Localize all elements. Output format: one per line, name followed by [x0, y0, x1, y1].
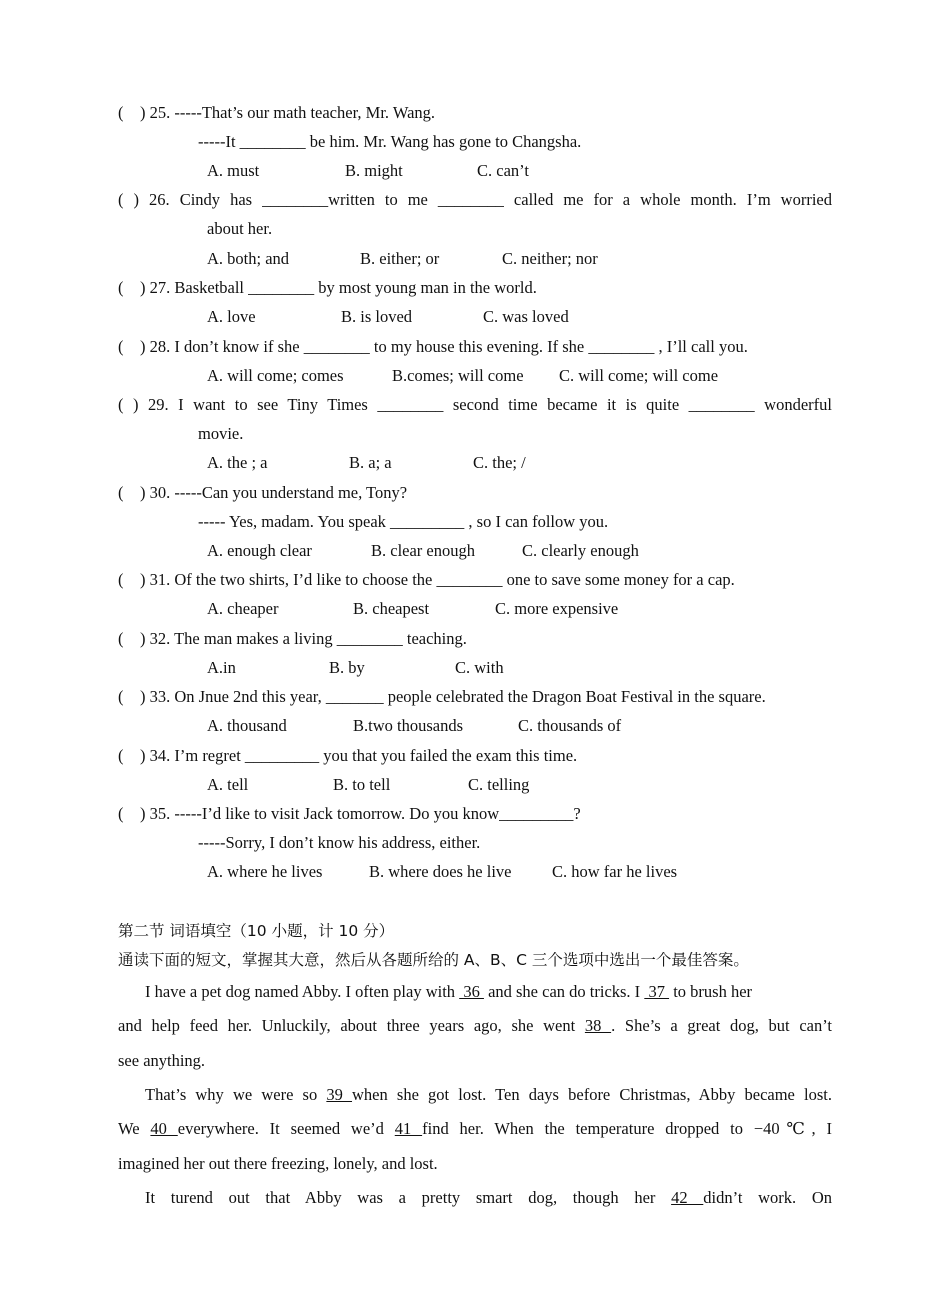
- q31-option-a: A. cheaper: [207, 599, 279, 618]
- q27-option-c: C. was loved: [483, 307, 569, 326]
- q29-option-c: C. the; /: [473, 453, 526, 472]
- q30-option-c: C. clearly enough: [522, 541, 639, 560]
- q30-option-a: A. enough clear: [207, 541, 312, 560]
- passage-line: see anything.: [118, 1051, 206, 1070]
- q35-line2: -----Sorry, I don’t know his address, either.: [198, 833, 481, 852]
- blank-39[interactable]: 39: [326, 1085, 353, 1104]
- q25-option-c: C. can’t: [477, 161, 529, 180]
- q25-stem: ( ) 25. -----That’s our math teacher, Mr. Wang.: [118, 103, 436, 122]
- q29-line2: movie.: [198, 424, 244, 443]
- q32-option-b: B. by: [329, 658, 365, 677]
- q34-option-c: C. telling: [468, 775, 530, 794]
- q30-stem: ( ) 30. -----Can you understand me, Tony?: [118, 483, 408, 502]
- q33-option-c: C. thousands of: [518, 716, 622, 735]
- q34-option-b: B. to tell: [333, 775, 391, 794]
- q35-option-a: A. where he lives: [207, 862, 323, 881]
- q28-stem: ( ) 28. I don’t know if she ________ to my house this evening. If she ________ , I’ll call you.: [118, 337, 748, 356]
- q33-option-a: A. thousand: [207, 716, 287, 735]
- blank-38[interactable]: 38: [584, 1016, 612, 1035]
- q34-stem: ( ) 34. I’m regret _________ you that you failed the exam this time.: [118, 746, 578, 765]
- q32-option-a: A.in: [207, 658, 236, 677]
- section2-instruction: 通读下面的短文，掌握其大意，然后从各题所给的 A、B、C 三个选项中选出一个最佳答案。: [118, 951, 749, 969]
- q31-option-c: C. more expensive: [495, 599, 619, 618]
- passage-line: That’s why we were so 39 when she got lost. Ten days before Christmas, Abby became lost.: [145, 1085, 832, 1104]
- passage-line: and help feed her. Unluckily, about three years ago, she went 38 . She’s a great dog, but can’t: [118, 1016, 832, 1035]
- q27-option-b: B. is loved: [341, 307, 413, 326]
- q30-line2: ----- Yes, madam. You speak _________ , so I can follow you.: [198, 512, 609, 531]
- q26-option-c: C. neither; nor: [502, 249, 598, 268]
- passage-line: I have a pet dog named Abby. I often play with 36 and she can do tricks. I 37 to brush her: [145, 982, 753, 1001]
- passage-line: We 40 everywhere. It seemed we’d 41 find her. When the temperature dropped to −40℃, I: [118, 1119, 832, 1138]
- q33-option-b: B.two thousands: [353, 716, 464, 735]
- q33-stem: ( ) 33. On Jnue 2nd this year, _______ people celebrated the Dragon Boat Festival in the square.: [118, 687, 766, 706]
- q27-stem: ( ) 27. Basketball ________ by most young man in the world.: [118, 278, 537, 297]
- q25-option-b: B. might: [345, 161, 403, 180]
- blank-42[interactable]: 42: [671, 1188, 704, 1207]
- q26-option-a: A. both; and: [207, 249, 290, 268]
- q35-option-c: C. how far he lives: [552, 862, 678, 881]
- blank-36[interactable]: 36: [459, 982, 484, 1001]
- q26-line2: about her.: [207, 219, 273, 238]
- q34-option-a: A. tell: [207, 775, 249, 794]
- blank-37[interactable]: 37: [644, 982, 670, 1001]
- q30-option-b: B. clear enough: [371, 541, 476, 560]
- q29-option-a: A. the ; a: [207, 453, 268, 472]
- q26-option-b: B. either; or: [360, 249, 440, 268]
- q29-option-b: B. a; a: [349, 453, 392, 472]
- q32-stem: ( ) 32. The man makes a living ________ teaching.: [118, 629, 467, 648]
- passage-line: imagined her out there freezing, lonely, and lost.: [118, 1154, 438, 1173]
- q27-option-a: A. love: [207, 307, 256, 326]
- blank-41[interactable]: 41: [394, 1119, 423, 1138]
- q31-stem: ( ) 31. Of the two shirts, I’d like to choose the ________ one to save some money for a cap.: [118, 570, 735, 589]
- q32-option-c: C. with: [455, 658, 504, 677]
- q28-option-c: C. will come; will come: [559, 366, 719, 385]
- q35-stem: ( ) 35. -----I’d like to visit Jack tomorrow. Do you know_________?: [118, 804, 581, 823]
- passage-line: It turend out that Abby was a pretty smart dog, though her 42 didn’t work. On: [145, 1188, 833, 1207]
- q25-option-a: A. must: [207, 161, 260, 180]
- q26-stem: ( ) 26. Cindy has ________written to me ________ called me for a whole month. I’m worried: [118, 190, 832, 209]
- q29-stem: ( ) 29. I want to see Tiny Times ________ second time became it is quite ________ wonderful: [118, 395, 832, 414]
- q25-line2: -----It ________ be him. Mr. Wang has gone to Changsha.: [198, 132, 582, 151]
- q28-option-b: B.comes; will come: [392, 366, 524, 385]
- blank-40[interactable]: 40: [150, 1119, 178, 1138]
- q31-option-b: B. cheapest: [353, 599, 430, 618]
- section2-heading: 第二节 词语填空（10 小题，计 10 分）: [118, 922, 395, 940]
- q35-option-b: B. where does he live: [369, 862, 512, 881]
- q28-option-a: A. will come; comes: [207, 366, 344, 385]
